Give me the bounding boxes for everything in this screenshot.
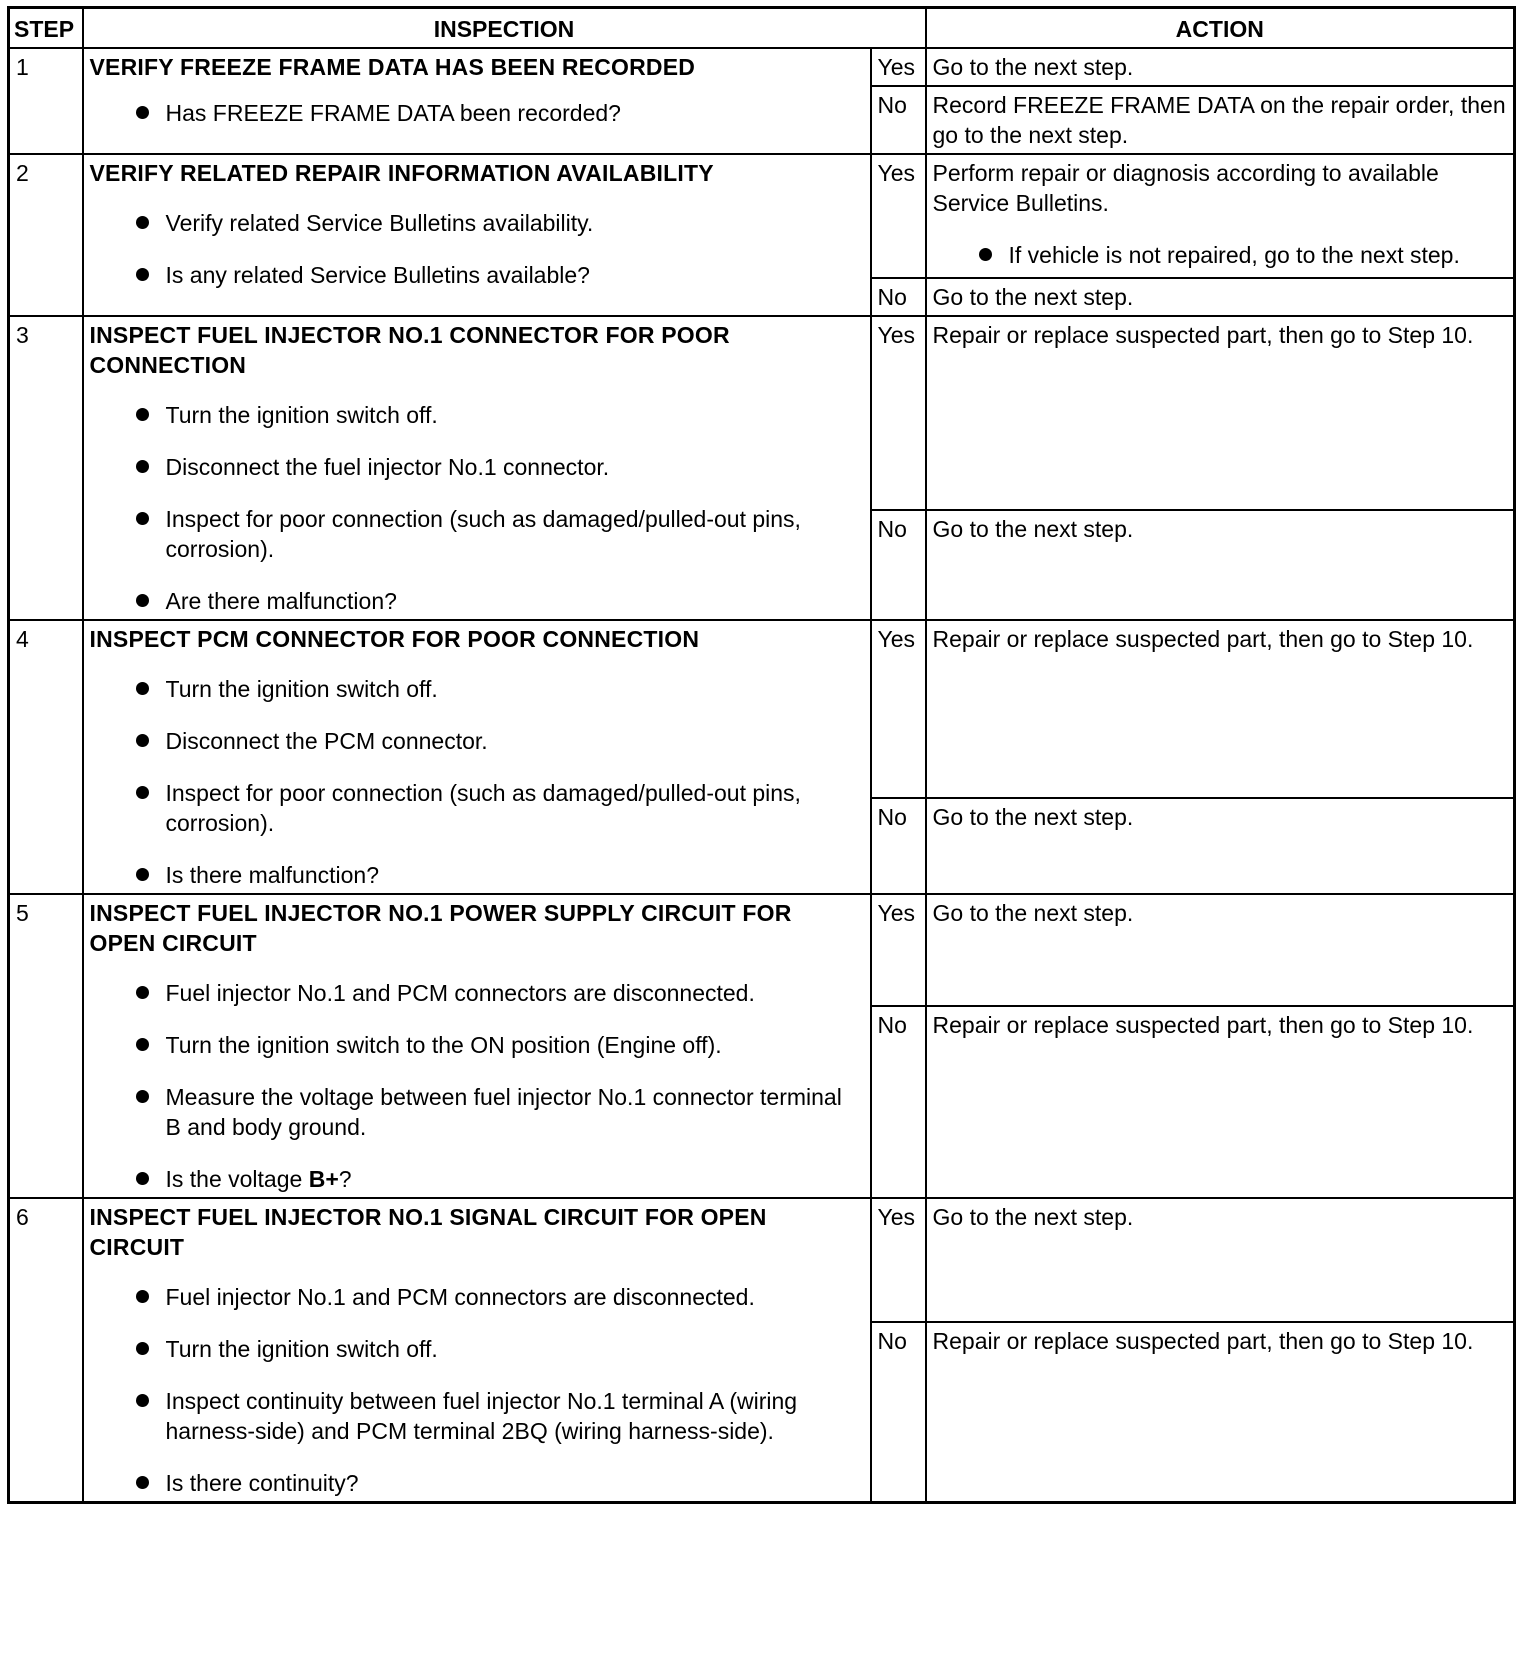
list-item	[136, 1468, 864, 1498]
bullet-icon	[136, 1038, 149, 1051]
no-label: No	[871, 1322, 926, 1503]
table-row	[9, 894, 1515, 1006]
bullet-icon	[136, 1394, 149, 1407]
diagnostic-table	[7, 6, 1516, 1504]
step-number: 3	[9, 316, 83, 620]
list-item	[136, 1030, 864, 1060]
bullet-icon	[136, 512, 149, 525]
inspection-title: INSPECT FUEL INJECTOR NO.1 CONNECTOR FOR POOR CONNECTION	[89, 322, 730, 378]
header-step: STEP	[9, 8, 83, 49]
list-item	[136, 674, 864, 704]
inspection-cell	[83, 620, 871, 894]
step-number: 6	[9, 1198, 83, 1503]
step-number: 2	[9, 154, 83, 316]
list-item	[136, 1386, 864, 1446]
step-number: 5	[9, 894, 83, 1198]
inspection-title: VERIFY RELATED REPAIR INFORMATION AVAILABILITY	[89, 160, 714, 186]
list-item	[136, 400, 864, 430]
list-item	[136, 860, 864, 890]
inspection-title: INSPECT FUEL INJECTOR NO.1 SIGNAL CIRCUIT FOR OPEN CIRCUIT	[89, 1204, 767, 1260]
bullet-text: Verify related Service Bulletins availability.	[165, 210, 594, 236]
bullet-text: Inspect for poor connection (such as damaged/pulled-out pins, corrosion).	[165, 506, 801, 562]
bullet-text: Measure the voltage between fuel injector No.1 connector terminal B and body ground.	[165, 1084, 842, 1140]
inspection-bullets	[90, 98, 864, 128]
header-row	[9, 8, 1515, 49]
inspection-cell	[83, 48, 871, 154]
no-action: Go to the next step.	[926, 510, 1515, 620]
inspection-cell	[83, 154, 871, 316]
inspection-bullets	[90, 400, 864, 616]
bullet-icon	[136, 1172, 149, 1185]
inspection-cell	[83, 894, 871, 1198]
list-item	[136, 1282, 864, 1312]
bullet-text: Has FREEZE FRAME DATA been recorded?	[165, 100, 621, 126]
bullet-icon	[136, 268, 149, 281]
bullet-icon	[136, 868, 149, 881]
table-row	[9, 48, 1515, 86]
bullet-text: Fuel injector No.1 and PCM connectors are disconnected.	[165, 1284, 755, 1310]
bullet-text-suffix: ?	[338, 1166, 352, 1192]
bullet-icon	[136, 1090, 149, 1103]
yes-label: Yes	[871, 154, 926, 278]
list-item	[136, 726, 864, 756]
yes-action-cell	[926, 154, 1515, 278]
bullet-icon	[136, 1290, 149, 1303]
bullet-icon	[136, 106, 149, 119]
table-row	[9, 1198, 1515, 1322]
no-action: Record FREEZE FRAME DATA on the repair order, then go to the next step.	[926, 86, 1515, 154]
inspection-title: VERIFY FREEZE FRAME DATA HAS BEEN RECORDED	[89, 54, 696, 80]
list-item	[136, 504, 864, 564]
list-item	[979, 240, 1508, 270]
step-number: 4	[9, 620, 83, 894]
yes-label: Yes	[871, 48, 926, 86]
no-label: No	[871, 510, 926, 620]
no-label: No	[871, 1006, 926, 1198]
inspection-bullets	[90, 208, 864, 290]
list-item	[136, 260, 864, 290]
no-label: No	[871, 86, 926, 154]
bullet-icon	[136, 986, 149, 999]
inspection-title: INSPECT PCM CONNECTOR FOR POOR CONNECTION	[89, 626, 700, 652]
no-action: Repair or replace suspected part, then go to Step 10.	[926, 1322, 1515, 1503]
yes-action: Repair or replace suspected part, then go to Step 10.	[926, 620, 1515, 798]
yes-label: Yes	[871, 316, 926, 510]
yes-label: Yes	[871, 620, 926, 798]
bullet-icon	[136, 1476, 149, 1489]
action-sub-bullets	[933, 240, 1508, 270]
bullet-text: Inspect continuity between fuel injector No.1 terminal A (wiring harness-side) and PCM terminal 2BQ (wiring harness-side).	[165, 1388, 798, 1444]
bullet-text: Disconnect the PCM connector.	[165, 728, 488, 754]
bullet-text: Is there continuity?	[165, 1470, 359, 1496]
header-inspection: INSPECTION	[83, 8, 926, 49]
header-action: ACTION	[926, 8, 1515, 49]
list-item	[136, 1164, 864, 1194]
bullet-icon	[136, 460, 149, 473]
bullet-text: Disconnect the fuel injector No.1 connector.	[165, 454, 610, 480]
table-row	[9, 154, 1515, 278]
yes-action: Go to the next step.	[926, 1198, 1515, 1322]
inspection-bullets	[90, 978, 864, 1194]
bullet-icon	[979, 248, 992, 261]
list-item	[136, 778, 864, 838]
no-label: No	[871, 278, 926, 316]
no-action: Go to the next step.	[926, 798, 1515, 894]
no-label: No	[871, 798, 926, 894]
bullet-text: Are there malfunction?	[165, 588, 397, 614]
no-action: Repair or replace suspected part, then go to Step 10.	[926, 1006, 1515, 1198]
list-item	[136, 978, 864, 1008]
yes-action: Repair or replace suspected part, then go to Step 10.	[926, 316, 1515, 510]
yes-action: Perform repair or diagnosis according to available Service Bulletins.	[932, 160, 1439, 216]
inspection-title: INSPECT FUEL INJECTOR NO.1 POWER SUPPLY CIRCUIT FOR OPEN CIRCUIT	[89, 900, 792, 956]
bullet-text: Inspect for poor connection (such as damaged/pulled-out pins, corrosion).	[165, 780, 801, 836]
table-row	[9, 620, 1515, 798]
bullet-icon	[136, 786, 149, 799]
yes-label: Yes	[871, 894, 926, 1006]
list-item	[136, 586, 864, 616]
bullet-text: Turn the ignition switch off.	[165, 676, 438, 702]
bullet-text: Turn the ignition switch to the ON position (Engine off).	[165, 1032, 722, 1058]
bullet-text: Turn the ignition switch off.	[165, 1336, 438, 1362]
list-item	[136, 98, 864, 128]
list-item	[136, 452, 864, 482]
yes-label: Yes	[871, 1198, 926, 1322]
bullet-icon	[136, 408, 149, 421]
no-action: Go to the next step.	[926, 278, 1515, 316]
bullet-icon	[136, 1342, 149, 1355]
bullet-icon	[136, 734, 149, 747]
step-number: 1	[9, 48, 83, 154]
bullet-icon	[136, 216, 149, 229]
bullet-text: Fuel injector No.1 and PCM connectors are disconnected.	[165, 980, 755, 1006]
bullet-icon	[136, 682, 149, 695]
inspection-bullets	[90, 1282, 864, 1498]
diagnostic-procedure-sheet	[7, 6, 1516, 1504]
list-item	[136, 1082, 864, 1142]
bullet-text: Is there malfunction?	[165, 862, 380, 888]
bullet-icon	[136, 594, 149, 607]
bullet-text: If vehicle is not repaired, go to the next step.	[1008, 242, 1460, 268]
inspection-cell	[83, 316, 871, 620]
table-row	[9, 316, 1515, 510]
yes-action: Go to the next step.	[926, 48, 1515, 86]
voltage-value: B+	[308, 1166, 339, 1192]
inspection-bullets	[90, 674, 864, 890]
inspection-cell	[83, 1198, 871, 1503]
list-item	[136, 1334, 864, 1364]
bullet-text: Is any related Service Bulletins available?	[165, 262, 590, 288]
bullet-text: Turn the ignition switch off.	[165, 402, 438, 428]
yes-action: Go to the next step.	[926, 894, 1515, 1006]
bullet-text: Is the voltage	[165, 1166, 309, 1192]
list-item	[136, 208, 864, 238]
